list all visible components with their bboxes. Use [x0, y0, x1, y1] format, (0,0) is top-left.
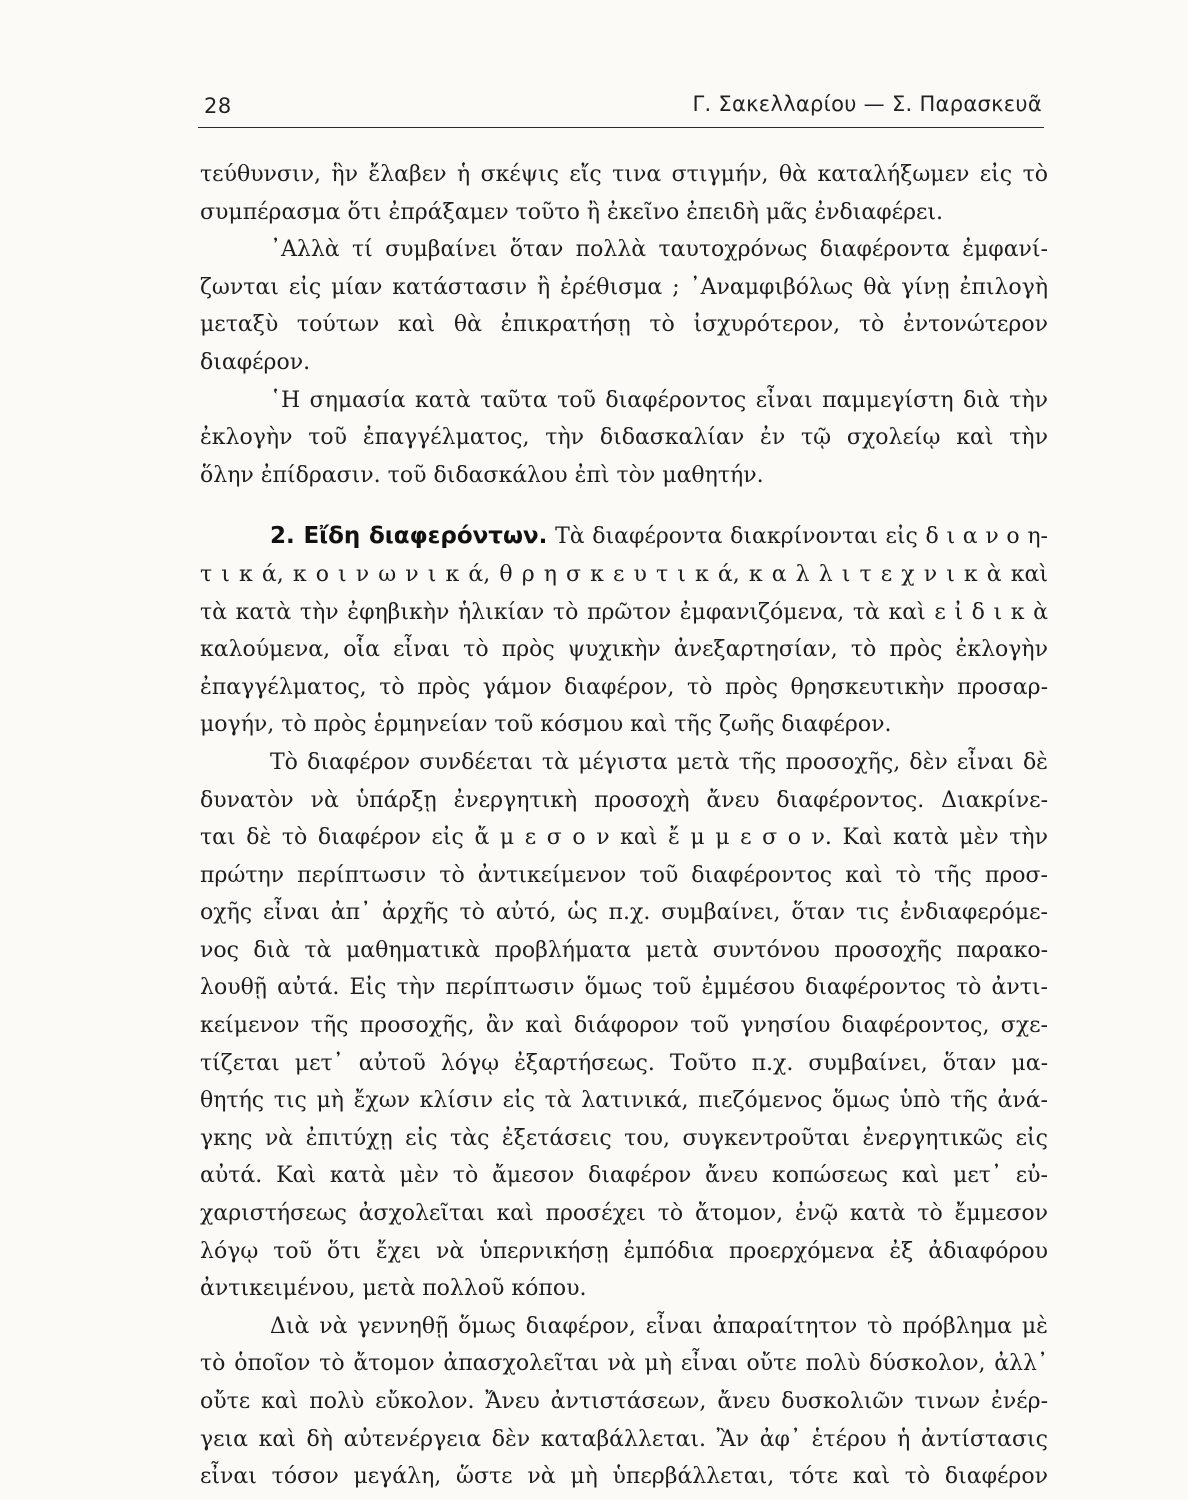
heading-line-spaced-text: δ ι α ν ο η-	[925, 524, 1048, 550]
text-line: τὸ ὁποῖον τὸ ἄτομον ἀπασχολεῖται νὰ μὴ εἶναι οὔτε πολὺ δύσκολον, ἀλλ᾿	[200, 1351, 1048, 1377]
text-line: νος διὰ τὰ μαθηματικὰ προβλήματα μετὰ συντόνου προσοχῆς παρακο-	[200, 937, 1048, 963]
heading-line-text: Τὰ διαφέροντα διακρίνονται εἰς	[555, 524, 918, 550]
text-line: λουθῇ αὐτά. Εἰς τὴν περίπτωσιν ὅμως τοῦ ἐμμέσου διαφέροντος τὸ ἀντι-	[200, 975, 1048, 1001]
text-line: κείμενον τῆς προσοχῆς, ἂν καὶ διάφορον τοῦ γνησίου διαφέροντος, σχε-	[200, 1013, 1048, 1039]
text-line: τεύθυνσιν, ἣν ἔλαβεν ἡ σκέψις εἴς τινα στιγμήν, θὰ καταλήξωμεν εἰς τὸ	[200, 162, 1048, 187]
text-line: ῾Η σημασία κατὰ ταῦτα τοῦ διαφέροντος εἶναι παμμεγίστη διὰ τὴν	[270, 387, 1048, 413]
running-head: Γ. Σακελλαρίου — Σ. Παρασκευᾶ	[692, 92, 1042, 116]
text-line: ζωνται εἰς μίαν κατάστασιν ἢ ἐρέθισμα ; ᾿Αναμφιβόλως θὰ γίνῃ ἐπιλογὴ	[200, 274, 1048, 300]
text-line: ἐκλογὴν τοῦ ἐπαγγέλματος, τὴν διδασκαλίαν ἐν τῷ σχολείῳ καὶ τὴν	[200, 425, 1048, 451]
text-line: διαφέρον.	[200, 349, 311, 375]
text-line: καλούμενα, οἷα εἶναι τὸ πρὸς ψυχικὴν ἀνεξαρτησίαν, τὸ πρὸς ἐκλογὴν	[200, 637, 1048, 663]
text-line: τὰ κατὰ τὴν ἐφηβικὴν ἡλικίαν τὸ πρῶτον ἐμφανιζόμενα, τὰ καὶ ε ἰ δ ι κ ὰ	[200, 599, 1048, 625]
body-text	[200, 156, 1048, 1496]
text-line: ται δὲ τὸ διαφέρον εἰς ἄ μ ε σ ο ν καὶ ἔ μ μ ε σ ο ν. Καὶ κατὰ μὲν τὴν	[200, 825, 1048, 851]
text-line: Τὸ διαφέρον συνδέεται τὰ μέγιστα μετὰ τῆς προσοχῆς, δὲν εἶναι δὲ	[270, 749, 1048, 775]
text-line: γκης νὰ ἐπιτύχῃ εἰς τὰς ἐξετάσεις του, συγκεντροῦται ἐνεργητικῶς εἰς	[200, 1125, 1048, 1151]
text-line: θητής τις μὴ ἔχων κλίσιν εἰς τὰ λατινικά, πιεζόμενος ὅμως ὑπὸ τῆς ἀνά-	[200, 1088, 1048, 1114]
text-line: Διὰ νὰ γεννηθῇ ὅμως διαφέρον, εἶναι ἀπαραίτητον τὸ πρόβλημα μὲ	[270, 1313, 1048, 1339]
text-line: οχῆς εἶναι ἀπ᾿ ἀρχῆς τὸ αὐτό, ὡς π.χ. συμβαίνει, ὅταν τις ἐνδιαφερόμε-	[200, 900, 1048, 926]
page-header	[204, 86, 1044, 126]
text-line: πρώτην περίπτωσιν τὸ ἀντικείμενον τοῦ διαφέροντος καὶ τὸ τῆς προσ-	[200, 862, 1048, 888]
text-line: λόγῳ τοῦ ὅτι ἔχει νὰ ὑπερνικήσῃ ἐμπόδια προερχόμενα ἐξ ἀδιαφόρου	[200, 1238, 1048, 1264]
text-line: δυνατὸν νὰ ὑπάρξῃ ἐνεργητικὴ προσοχὴ ἄνευ διαφέροντος. Διακρίνε-	[200, 787, 1048, 813]
text-line: γεια καὶ δὴ αὐτενέργεια δὲν καταβάλλεται. Ἂν ἀφ᾿ ἑτέρου ἡ ἀντίστασις	[200, 1426, 1048, 1452]
text-line: ἐπαγγέλματος, τὸ πρὸς γάμον διαφέρον, τὸ πρὸς θρησκευτικὴν προσαρ-	[200, 674, 1048, 700]
text-line: τ ι κ ά, κ ο ι ν ω ν ι κ ά, θ ρ η σ κ ε υ τ ι κ ά, κ α λ λ ι τ ε χ ν ι κ ὰ καὶ	[200, 561, 1048, 587]
text-line: αὐτά. Καὶ κατὰ μὲν τὸ ἄμεσον διαφέρον ἄνευ κοπώσεως καὶ μετ᾿ εὐ-	[200, 1163, 1048, 1189]
text-line: ᾿Αλλὰ τί συμβαίνει ὅταν πολλὰ ταυτοχρόνως διαφέροντα ἐμφανί-	[270, 237, 1048, 263]
section-heading-line	[200, 518, 1048, 556]
text-line: μογήν, τὸ πρὸς ἑρμηνείαν τοῦ κόσμου καὶ τῆς ζωῆς διαφέρον.	[200, 712, 892, 738]
text-line: χαριστήσεως ἀσχολεῖται καὶ προσέχει τὸ ἄτομον, ἐνῷ κατὰ τὸ ἔμμεσον	[200, 1201, 1048, 1227]
page-number: 28	[204, 94, 232, 118]
header-rule	[198, 127, 1044, 128]
text-line: εἶναι τόσον μεγάλη, ὥστε νὰ μὴ ὑπερβάλλεται, τότε καὶ τὸ διαφέρον	[200, 1464, 1048, 1490]
text-line: οὔτε καὶ πολὺ εὔκολον. Ἄνευ ἀντιστάσεων, ἄνευ δυσκολιῶν τινων ἐνέρ-	[200, 1389, 1048, 1414]
text-line: τίζεται μετ᾿ αὐτοῦ λόγῳ ἐξαρτήσεως. Τοῦτο π.χ. συμβαίνει, ὅταν μα-	[200, 1050, 1048, 1076]
text-line: ἀντικειμένου, μετὰ πολλοῦ κόπου.	[200, 1276, 587, 1302]
text-line: μεταξὺ τούτων καὶ θὰ ἐπικρατήσῃ τὸ ἰσχυρότερον, τὸ ἐντονώτερον	[200, 312, 1048, 338]
text-line: συμπέρασμα ὅτι ἐπράξαμεν τοῦτο ἢ ἐκεῖνο ἐπειδὴ μᾶς ἐνδιαφέρει.	[200, 199, 944, 225]
section-heading: 2. Εἴδη διαφερόντων.	[270, 523, 548, 550]
text-line: ὅλην ἐπίδρασιν. τοῦ διδασκάλου ἐπὶ τὸν μαθητήν.	[200, 462, 764, 488]
section-gap	[200, 494, 1048, 518]
